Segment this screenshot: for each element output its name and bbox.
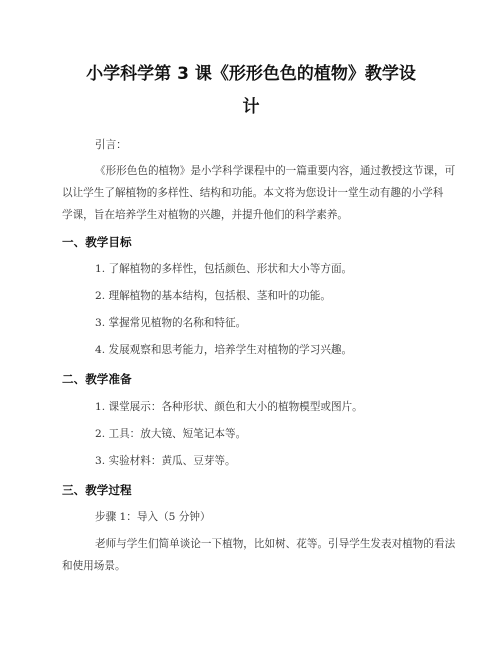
process-step-title: 步骤 1：导入（5 分钟） <box>95 511 211 523</box>
goal-item: 1. 了解植物的多样性，包括颜色、形状和大小等方面。 <box>95 263 353 275</box>
section-heading-goals: 一、教学目标 <box>62 235 132 249</box>
preparation-item: 3. 实验材料：黄瓜、豆芽等。 <box>95 455 236 467</box>
intro-paragraph-line: 《形形色色的植物》是小学科学课程中的一篇重要内容，通过教授这节课，可 <box>95 165 456 177</box>
goal-item: 2. 理解植物的基本结构，包括根、茎和叶的功能。 <box>95 290 331 302</box>
preparation-item: 2. 工具：放大镜、短笔记本等。 <box>95 428 247 440</box>
step1-paragraph-line: 和使用场景。 <box>62 560 126 572</box>
intro-paragraph-line: 学课，旨在培养学生对植物的兴趣，并提升他们的科学素养。 <box>62 209 349 221</box>
section-heading-process: 三、教学过程 <box>62 483 132 497</box>
document-title-line-1: 小学科学第 3 课《形形色色的植物》教学设 <box>86 64 416 84</box>
intro-label: 引言： <box>95 139 127 151</box>
preparation-item: 1. 课堂展示：各种形状、颜色和大小的植物模型或图片。 <box>95 401 363 413</box>
section-heading-preparation: 二、教学准备 <box>62 372 132 386</box>
goal-item: 3. 掌握常见植物的名称和特征。 <box>95 317 247 329</box>
goal-item: 4. 发展观察和思考能力，培养学生对植物的学习兴趣。 <box>95 344 353 356</box>
document-title-line-2: 计 <box>242 97 260 117</box>
step1-paragraph-line: 老师与学生们简单谈论一下植物，比如树、花等。引导学生发表对植物的看法 <box>95 538 456 550</box>
intro-paragraph-line: 以让学生了解植物的多样性、结构和功能。本文将为您设计一堂生动有趣的小学科 <box>62 187 444 199</box>
